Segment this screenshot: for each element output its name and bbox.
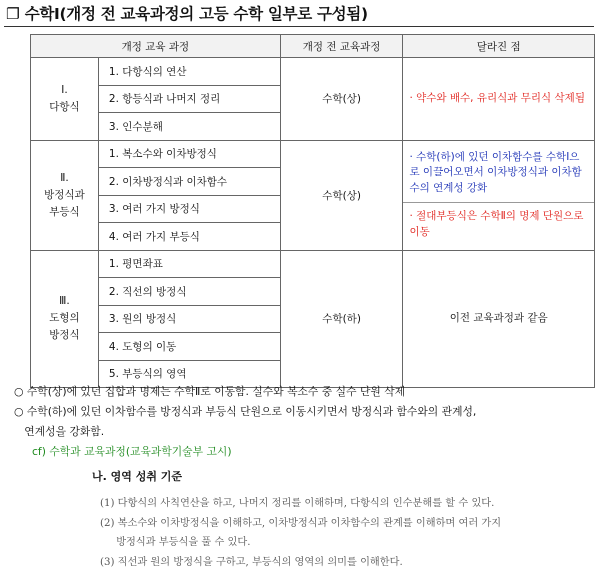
note-line: 연계성을 강화함. xyxy=(14,425,105,438)
unit-item: 2. 항등식과 나머지 정리 xyxy=(98,85,280,113)
unit-item: 3. 인수분해 xyxy=(98,113,280,141)
change-note xyxy=(403,58,595,141)
page-title: ❐ 수학Ⅰ(개정 전 교육과정의 고등 수학 일부로 구성됨) xyxy=(6,5,368,23)
standard-line: 방정식과 부등식을 풀 수 있다. xyxy=(100,537,251,548)
change-note xyxy=(403,140,595,250)
change-text: · 수학(하)에 있던 이차함수를 수학Ⅰ으로 이끌어오면서 이차방정식과 이차함수의 연계성 강화 xyxy=(409,150,582,194)
area-name: 방정식과 부등식 xyxy=(44,188,85,218)
table-row xyxy=(31,140,595,168)
previous-course: 수학(상) xyxy=(280,58,403,141)
unit-item: 4. 여러 가지 부등식 xyxy=(98,223,280,251)
area-cell-equations xyxy=(31,140,99,250)
previous-course: 수학(하) xyxy=(280,250,403,388)
unit-item: 1. 복소수와 이차방정식 xyxy=(98,140,280,168)
section-title: 나. 영역 성취 기준 xyxy=(92,470,183,483)
notes-block xyxy=(14,382,594,462)
area-number: Ⅱ. xyxy=(60,171,69,184)
area-cell-polynomial xyxy=(31,58,99,141)
note-line: ○ 수학(상)에 있던 집합과 명제는 수학Ⅱ로 이동함. 실수와 복소수 중 실수 단원 삭제 xyxy=(14,385,406,398)
area-name: 도형의 방정식 xyxy=(49,312,80,342)
change-text: · 약수와 배수, 유리식과 무리식 삭제됨 xyxy=(409,92,585,104)
standard-line: (1) 다항식의 사칙연산을 하고, 나머지 정리를 이해하며, 다항식의 인수분해를 할 수 있다. xyxy=(100,498,495,509)
unit-item: 1. 평면좌표 xyxy=(98,250,280,278)
standard-line: (3) 직선과 원의 방정식을 구하고, 부등식의 영역의 의미를 이해한다. xyxy=(100,556,403,568)
area-number: Ⅰ. xyxy=(61,83,68,96)
change-note xyxy=(403,250,595,388)
previous-course: 수학(상) xyxy=(280,140,403,250)
header-revised: 개정 교육 과정 xyxy=(31,35,281,58)
note-line: ○ 수학(하)에 있던 이차함수를 방정식과 부등식 단원으로 이동시키면서 방정식과 함수와의 관계성, xyxy=(14,405,477,418)
title-underline xyxy=(4,26,594,27)
curriculum-table xyxy=(30,34,595,388)
unit-item: 5. 부등식의 영역 xyxy=(98,360,280,388)
unit-item: 2. 이차방정식과 이차함수 xyxy=(98,168,280,196)
table-row xyxy=(31,250,595,278)
unit-item: 1. 다항식의 연산 xyxy=(98,58,280,86)
divider xyxy=(403,202,594,203)
table-header-row xyxy=(31,35,595,58)
change-text: 이전 교육과정과 같음 xyxy=(449,312,548,324)
achievement-standards xyxy=(100,494,590,572)
area-cell-geometry xyxy=(31,250,99,388)
area-name: 다항식 xyxy=(49,100,80,113)
standard-line: (2) 복소수와 이차방정식을 이해하고, 이차방정식과 이차함수의 관계를 이해하며 여러 가지 xyxy=(100,517,502,529)
header-previous: 개정 전 교육과정 xyxy=(280,35,403,58)
unit-item: 3. 원의 방정식 xyxy=(98,305,280,333)
table-row xyxy=(31,58,595,86)
header-changes: 달라진 점 xyxy=(403,35,595,58)
unit-item: 2. 직선의 방정식 xyxy=(98,278,280,306)
change-text: · 절대부등식은 수학Ⅱ의 명제 단원으로 이동 xyxy=(409,210,584,238)
unit-item: 4. 도형의 이동 xyxy=(98,333,280,361)
unit-item: 3. 여러 가지 방정식 xyxy=(98,195,280,223)
area-number: Ⅲ. xyxy=(59,295,70,308)
reference-note: cf) 수학과 교육과정(교육과학기술부 고시) xyxy=(32,445,232,458)
